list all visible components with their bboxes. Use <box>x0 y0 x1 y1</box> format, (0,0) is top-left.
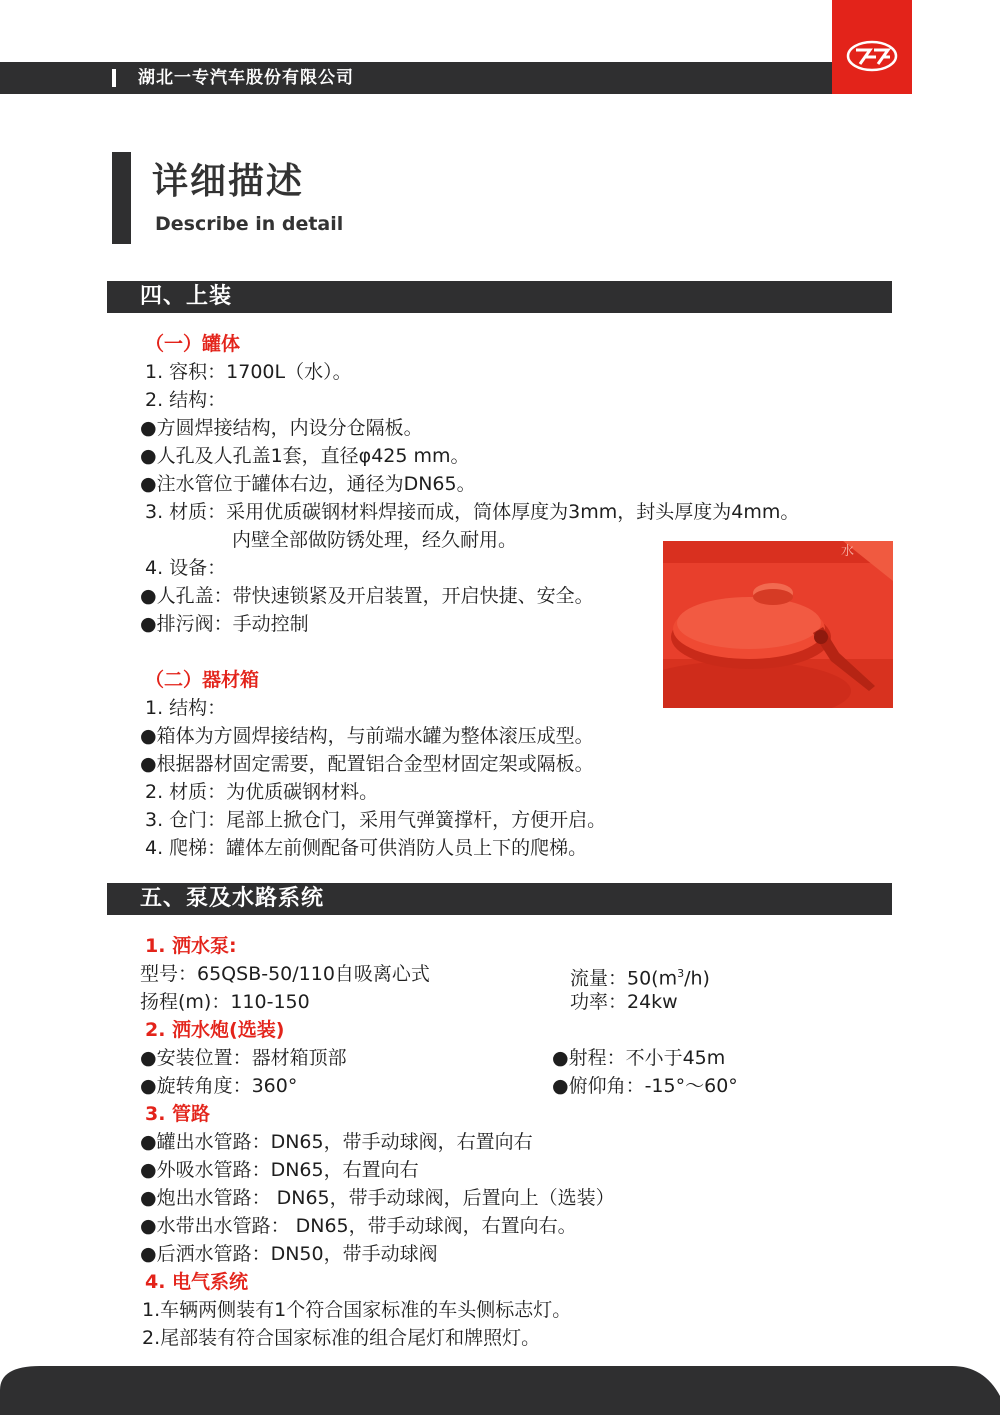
top-band <box>0 62 832 94</box>
pump-flow-sup: 3 <box>677 967 685 980</box>
box-door: 3. 仓门：尾部上掀仓门，采用气弹簧撑杆，方便开启。 <box>145 809 607 831</box>
electric-title: 4. 电气系统 <box>145 1271 249 1293</box>
cannon-position: ●安装位置：器材箱顶部 <box>140 1047 347 1069</box>
pipe-line-3: ●炮出水管路： DN65，带手动球阀，后置向上（选装） <box>140 1187 615 1209</box>
page-subtitle: Describe in detail <box>155 213 344 235</box>
pump-head: 扬程(m)：110-150 <box>140 991 310 1013</box>
tank-mark-text: 水 <box>841 544 855 559</box>
section-title-4: 四、上装 <box>140 284 233 309</box>
box-title: （二）器材箱 <box>145 669 260 691</box>
box-material: 2. 材质：为优质碳钢材料。 <box>145 781 379 803</box>
electric-line-1: 1.车辆两侧装有1个符合国家标准的车头侧标志灯。 <box>142 1299 572 1321</box>
box-structure-label: 1. 结构： <box>145 697 227 719</box>
pump-flow-unit: /h) <box>684 967 710 990</box>
tank-equipment-label: 4. 设备： <box>145 557 227 579</box>
box-structure-2: ●根据器材固定需要，配置铝合金型材固定架或隔板。 <box>140 753 594 775</box>
top-band-divider <box>112 69 116 87</box>
section-header-5 <box>107 883 892 915</box>
cannon-range: ●射程：不小于45m <box>552 1047 726 1069</box>
tank-structure-label: 2. 结构： <box>145 389 227 411</box>
cannon-pitch: ●俯仰角：-15°～60° <box>552 1075 738 1097</box>
company-logo-icon <box>846 40 898 72</box>
company-name: 湖北一专汽车股份有限公司 <box>138 68 354 88</box>
pump-flow-value: 流量：50(m <box>570 967 678 990</box>
tank-structure-1: ●方圆焊接结构，内设分仓隔板。 <box>140 417 423 439</box>
tank-structure-3: ●注水管位于罐体右边，通径为DN65。 <box>140 473 476 495</box>
pipe-line-1: ●罐出水管路：DN65，带手动球阀，右置向右 <box>140 1131 533 1153</box>
pipe-line-4: ●水带出水管路： DN65，带手动球阀，右置向右。 <box>140 1215 577 1237</box>
tank-material: 3. 材质：采用优质碳钢材料焊接而成，筒体厚度为3mm，封头厚度为4mm。 <box>145 501 800 523</box>
pump-model: 型号：65QSB-50/110自吸离心式 <box>140 963 430 985</box>
logo-block <box>832 0 912 94</box>
tank-title: （一）罐体 <box>145 333 241 355</box>
pipe-line-5: ●后洒水管路：DN50，带手动球阀 <box>140 1243 438 1265</box>
box-structure-1: ●箱体为方圆焊接结构，与前端水罐为整体滚压成型。 <box>140 725 594 747</box>
electric-line-2: 2.尾部装有符合国家标准的组合尾灯和牌照灯。 <box>142 1327 541 1349</box>
pump-title: 1. 洒水泵: <box>145 935 237 957</box>
tank-capacity: 1. 容积：1700L（水）。 <box>145 361 352 383</box>
page-title: 详细描述 <box>152 161 305 202</box>
cannon-title: 2. 洒水炮(选装) <box>145 1019 285 1041</box>
heading-accent-bar <box>112 152 131 244</box>
bottom-band <box>0 1366 1000 1415</box>
cannon-rotation: ●旋转角度：360° <box>140 1075 298 1097</box>
box-ladder: 4. 爬梯：罐体左前侧配备可供消防人员上下的爬梯。 <box>145 837 588 859</box>
pipes-title: 3. 管路 <box>145 1103 211 1125</box>
section-header-4 <box>107 281 892 313</box>
tank-material-2: 内壁全部做防锈处理，经久耐用。 <box>232 529 518 551</box>
tank-structure-2: ●人孔及人孔盖1套，直径φ425 mm。 <box>140 445 470 467</box>
tank-equipment-1: ●人孔盖：带快速锁紧及开启装置，开启快捷、安全。 <box>140 585 594 607</box>
section-title-5: 五、泵及水路系统 <box>140 886 325 911</box>
pipe-line-2: ●外吸水管路：DN65，右置向右 <box>140 1159 419 1181</box>
tank-equipment-2: ●排污阀：手动控制 <box>140 613 309 635</box>
pump-power: 功率：24kw <box>570 991 678 1013</box>
pump-flow <box>570 961 710 991</box>
manhole-photo <box>663 541 893 708</box>
manhole-cover-icon <box>663 541 893 708</box>
